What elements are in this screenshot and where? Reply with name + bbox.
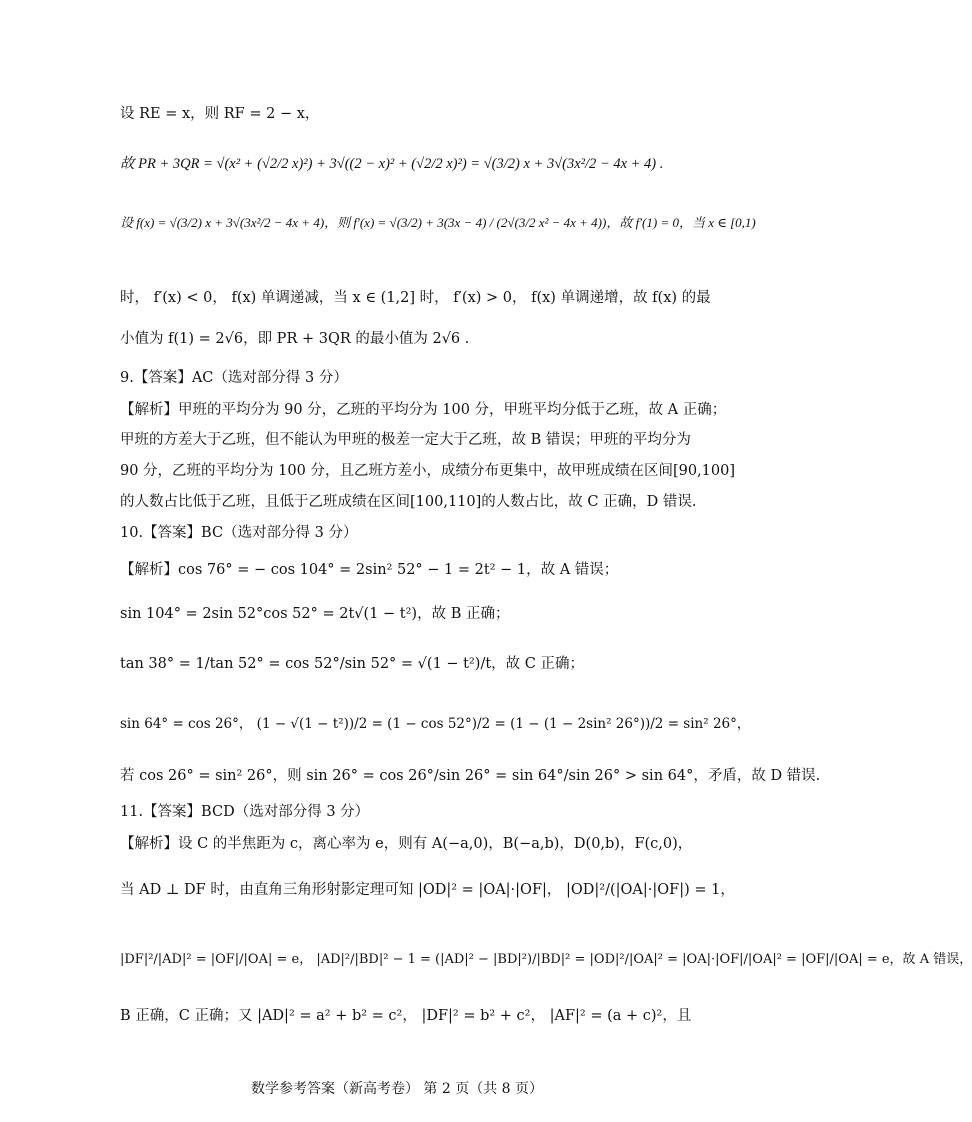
text-line: 【解析】设 C 的半焦距为 c，离心率为 e，则有 A(−a,0)，B(−a,b)，D(0,b)，F(c,0)， — [120, 836, 693, 852]
formula-line: 当 AD ⊥ DF 时，由直角三角形射影定理可知 |OD|² = |OA|·|OF|， |OD|²/(|OA|·|OF|) = 1， — [120, 882, 735, 898]
text-line: 时， f′(x) < 0， f(x) 单调递减，当 x ∈ (1,2] 时， f′(x) > 0， f(x) 单调递增，故 f(x) 的最 — [120, 290, 711, 306]
text-line: 【解析】甲班的平均分为 90 分，乙班的平均分为 100 分，甲班平均分低于乙班，故 A 正确； — [120, 402, 727, 418]
formula-line: sin 104° = 2sin 52°cos 52° = 2t√(1 − t²)，故 B 正确； — [120, 606, 510, 622]
text-line: B 正确，C 正确；又 |AD|² = a² + b² = c²， |DF|² = b² + c²， |AF|² = (a + c)²，且 — [120, 1008, 692, 1024]
page-footer: 数学参考答案（新高考卷） 第 2 页（共 8 页） — [250, 1081, 544, 1097]
answer-heading: 11.【答案】BCD（选对部分得 3 分） — [120, 804, 370, 820]
formula-line: 若 cos 26° = sin² 26°，则 sin 26° = cos 26°/sin 26° = sin 64°/sin 26° > sin 64°，矛盾，故 D 错误. — [120, 768, 821, 784]
answer-heading: 10.【答案】BC（选对部分得 3 分） — [120, 525, 358, 541]
text-line: 设 RE = x，则 RF = 2 − x， — [120, 106, 320, 122]
text-line: 的人数占比低于乙班，且低于乙班成绩在区间[100,110]的人数占比，故 C 正确，D 错误. — [120, 494, 697, 510]
text-line: 90 分，乙班的平均分为 100 分，且乙班方差小，成绩分布更集中，故甲班成绩在区间[90,100] — [120, 463, 736, 479]
formula-line: sin 64° = cos 26°， (1 − √(1 − t²))/2 = (1 − cos 52°)/2 = (1 − (1 − 2sin² 26°))/2 = sin² 26°， — [120, 716, 751, 732]
text-line: 小值为 f(1) = 2√6，即 PR + 3QR 的最小值为 2√6 . — [120, 331, 470, 347]
formula-line: 【解析】cos 76° = − cos 104° = 2sin² 52° − 1 = 2t² − 1，故 A 错误； — [120, 562, 619, 578]
answer-heading: 9.【答案】AC（选对部分得 3 分） — [120, 370, 348, 386]
text-line: 甲班的方差大于乙班，但不能认为甲班的极差一定大于乙班，故 B 错误；甲班的平均分为 — [120, 432, 691, 448]
formula-line: |DF|²/|AD|² = |OF|/|OA| = e， |AD|²/|BD|² − 1 = (|AD|² − |BD|²)/|BD|² = |OD|²/|OA|² = |OA|·|OF|/|OA|² = |OF|/|OA| = e，故 A 错误， — [120, 952, 972, 967]
formula-line: tan 38° = 1/tan 52° = cos 52°/sin 52° = √(1 − t²)/t，故 C 正确； — [120, 656, 584, 672]
formula-line: 故 PR + 3QR = √(x² + (√2/2 x)²) + 3√((2 − x)² + (√2/2 x)²) = √(3/2) x + 3√(3x²/2 − 4x + 4) . — [120, 156, 664, 172]
formula-line: 设 f(x) = √(3/2) x + 3√(3x²/2 − 4x + 4)，则 f′(x) = √(3/2) + 3(3x − 4) / (2√(3/2 x² − 4x + 4))，故 f′(1) = 0，当 x ∈ [0,1) — [120, 215, 756, 230]
